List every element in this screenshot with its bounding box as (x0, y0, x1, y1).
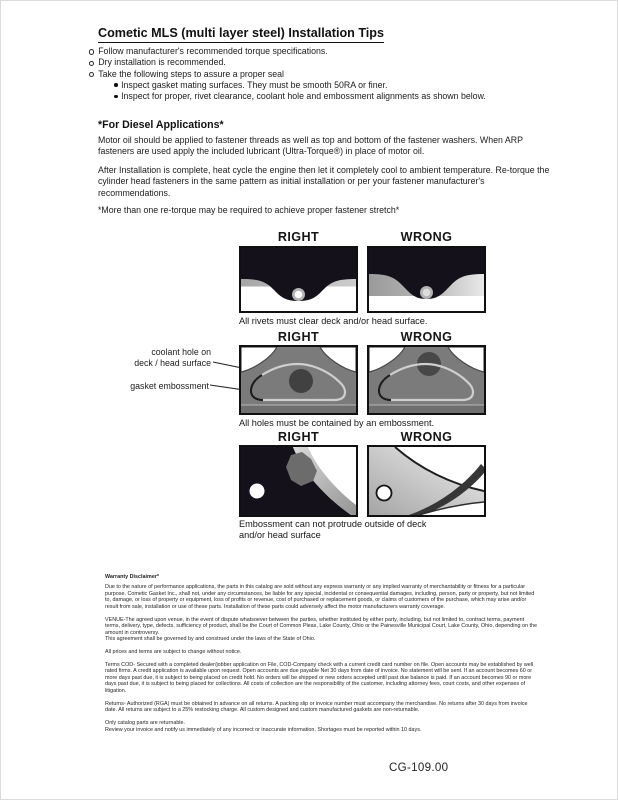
embossment-right-diagram (241, 347, 356, 413)
open-bullet-icon (89, 72, 94, 77)
bolt-hole (377, 486, 392, 501)
protrusion-wrong-diagram (369, 447, 484, 515)
annotation-line: coolant hole on (151, 347, 211, 357)
embossment-wrong-diagram (369, 347, 484, 413)
fig1-caption: All rivets must clear deck and/or head surface. (239, 316, 428, 326)
installation-tips-list (89, 46, 486, 102)
fig3-wrong-panel (367, 445, 486, 517)
fig1-right-panel (239, 246, 358, 313)
open-bullet-icon (89, 61, 94, 66)
list-item (114, 91, 486, 102)
fig1-wrong-panel (367, 246, 486, 313)
fig2-wrong-panel (367, 345, 486, 415)
tip-text: Take the following steps to assure a proper seal (98, 68, 285, 79)
list-item (89, 69, 486, 80)
warranty-disclaimer-section (105, 574, 538, 733)
fig2-right-label: RIGHT (277, 330, 320, 344)
diesel-note: *More than one re-torque may be required to achieve proper fastener stretch* (98, 205, 400, 215)
legal-paragraph: This agreement shall be governed by and construed under the laws of the State of Ohio. (105, 636, 316, 643)
diesel-heading: *For Diesel Applications* (98, 119, 224, 131)
gasket-embossment-annotation: gasket embossment (130, 381, 209, 391)
page-code: CG-109.00 (389, 761, 449, 774)
coolant-hole (289, 369, 313, 393)
legal-paragraph: All prices and terms are subject to change without notice. (105, 649, 242, 656)
list-item (89, 46, 486, 57)
fig2-wrong-label: WRONG (400, 330, 453, 344)
fig3-wrong-label: WRONG (400, 430, 453, 444)
tip-text: Follow manufacturer's recommended torque specifications. (98, 46, 328, 56)
caption-line: and/or head surface (239, 530, 321, 540)
fig3-right-label: RIGHT (277, 430, 320, 444)
diesel-paragraph-2: After Installation is complete, heat cycle the engine then let it completely cool to ambient temperature. Re-torque the cylinder head fasteners in the same pattern as initial installation or per your fastener manufacturer's recommendations. (98, 165, 550, 198)
fig1-right-label: RIGHT (277, 230, 320, 244)
list-item (89, 57, 486, 68)
fig3-right-panel (239, 445, 358, 517)
annotation-line: deck / head surface (134, 357, 211, 368)
caption-line: Embossment can not protrude outside of deck (239, 519, 427, 529)
diesel-paragraph-1: Motor oil should be applied to fastener threads as well as top and bottom of the fastener washers. When ARP fasteners are used apply the included lubricant (Ultra-Torque®) in place of motor oil. (98, 135, 523, 157)
legal-paragraph: Returns- Authorized (RGA) must be obtained in advance on all returns. A packing slip or invoice number must accompany the merchandise. No returns after 30 days from invoice date. All returns are subject to a 25% restocking charge. All custom designed and custom manufactured gaskets are non-returnable. (105, 700, 528, 714)
legal-paragraph: Only catalog parts are returnable. (105, 720, 186, 727)
rivet-clearance-wrong-diagram (369, 248, 484, 311)
page-title (98, 26, 384, 43)
coolant-hole-annotation (96, 347, 211, 368)
open-bullet-icon (89, 49, 94, 54)
rivet-clearance-right-diagram (241, 248, 356, 311)
tip-text: Dry installation is recommended. (98, 57, 226, 68)
warranty-heading: Warranty Disclaimer* (105, 574, 160, 580)
fig2-right-panel (239, 345, 358, 415)
list-item (114, 80, 486, 91)
fig2-caption: All holes must be contained by an embossment. (239, 418, 435, 428)
tip-text: Inspect for proper, rivet clearance, coolant hole and embossment alignments as shown below. (121, 91, 486, 102)
protrusion-right-diagram (241, 447, 356, 515)
rivet-center (423, 289, 431, 297)
bolt-hole (250, 484, 265, 499)
filled-bullet-icon (114, 95, 118, 99)
legal-paragraph: Terms COD- Secured with a completed dealer/jobber application on File, COD-Company check with a current credit card number on file. Open accounts may be established by well rated firms. A credit application is available upon request. Open accounts are due payable Net 30 days from date of invoice. No statement will be sent. If an account becomes 60 or more days past due, it is subject to being placed on credit hold. No orders will be shipped or new orders accepted until past due balance is paid. If an account becomes 90 or more days past due, it is subject to being placed for collections. All costs of collection are the responsibility of the customer, including attorney fees, court costs, and other expenses of litigation. (105, 662, 534, 694)
fig3-caption (239, 519, 519, 541)
fig1-wrong-label: WRONG (400, 230, 453, 244)
filled-bullet-icon (114, 83, 118, 87)
legal-paragraph: VENUE-The agreed upon venue, in the event of dispute whatsoever between the parties, whether instituted by either party, including, but not limited to, contract terms, payment terms, delivery, type, defects, sufficiency of product, shall be the Court of Common Pleas, Lake County, Ohio or the Painesville Municipal Court, Lake County, Ohio, depending on the amount in controversy. (105, 616, 537, 636)
legal-paragraph: Due to the nature of performance applications, the parts in this catalog are sold without any express warranty or any implied warranty of merchantability or fitness for a particular purpose. Cometic Gasket Inc., shall not, under any circumstances, be liable for any special, incidental or consequential damages, including, person, party or property, but not limited to, damage, or loss of property or equipment, loss of profits or revenue, cost of purchased or replacement goods, or claims of customers of the purchase, which may arise and/or result from sale, installation or use of these parts. Installation of these parts could adversely affect the motor manufacturers warranty coverage. (105, 584, 535, 610)
tip-text: Inspect gasket mating surfaces. They must be smooth 50RA or finer. (121, 79, 388, 90)
rivet-center (295, 291, 303, 299)
page-title-text: Cometic MLS (multi layer steel) Installation Tips (98, 26, 384, 43)
legal-paragraph: Review your invoice and notify us immediately of any incorrect or inaccurate information. Shortages must be reported within 10 days. (105, 726, 422, 733)
